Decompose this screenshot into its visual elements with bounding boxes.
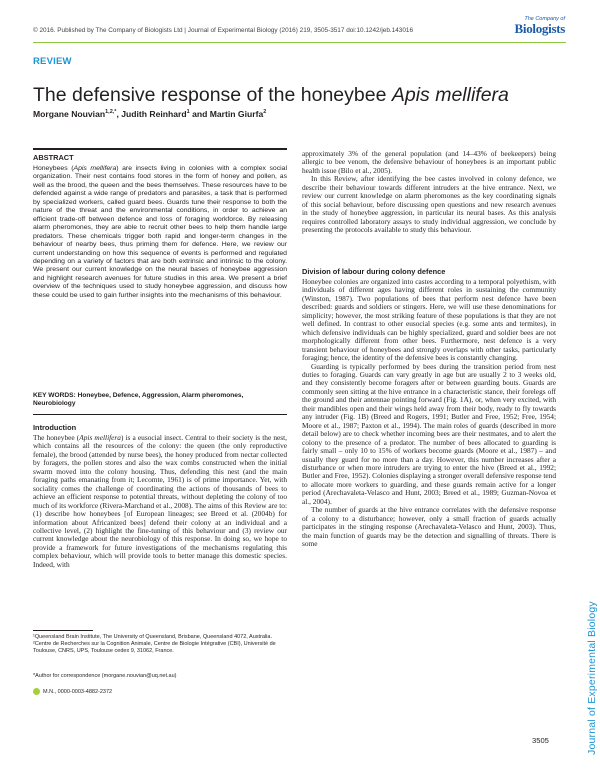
- keywords-rule: [33, 414, 287, 415]
- abstract-species: Apis mellifera: [73, 165, 117, 172]
- author-giurfa-affil: 2: [263, 109, 267, 116]
- abstract-text-b: ) are insects living in colonies with a complex social organization. Their nest contains food stores in the form of honey and pollen, as well as the brood, the queen and the bees themselves. These resources have to be defended against a wide range of predators and parasites, a task that is performed by specialized workers, called guard bees. Guards tune their response to both the nature of the threat and the environmental conditions, in order to achieve an efficient trade-off between defence and loss of foraging workforce. By releasing alarm pheromones, they are able to recruit other bees to help them handle large predators. These chemicals trigger both rapid and longer-term changes in the behaviour of nearby bees, thus priming them for defence. Here, we review our current understanding on how this sequence of events is performed and regulated depending on a variety of factors that are both extrinsic and intrinsic to the colony. We present our current knowledge on the neural bases of honeybee aggression and highlight research avenues for future studies in this area. We present a brief overview of the techniques used to study honeybee aggression, and discuss how these could be used to gain further insights into the mechanisms of this behaviour.: [33, 165, 287, 299]
- intro-text: [33, 434, 287, 569]
- right-column-top: [302, 150, 556, 235]
- abstract-text-a: Honeybees (: [33, 165, 74, 172]
- intro-species: Apis mellifera: [79, 433, 121, 442]
- author-reinhard-affil: 1: [186, 109, 190, 116]
- corresponding-marker: *: [114, 109, 117, 116]
- title-species: Apis mellifera: [391, 84, 509, 106]
- right-column-body: [302, 278, 556, 549]
- division-heading: Division of labour during colony defence: [302, 267, 446, 276]
- abstract-heading: ABSTRACT: [33, 153, 74, 162]
- intro-heading: Introduction: [33, 423, 77, 432]
- correspondence: *Author for correspondence (morgane.nouvian@uq.net.au): [33, 673, 177, 679]
- citation-line: © 2016. Published by The Company of Biologists Ltd | Journal of Experimental Biology (2016) 219, 3505-3517 doi:10.1242/jeb.143016: [33, 27, 413, 34]
- author-reinhard: , Judith Reinhard: [116, 109, 187, 119]
- affiliations: ¹Queensland Brain Institute, The University of Queensland, Brisbane, Queensland 4072, Australia. ²Centre de Recherches sur la Cognition Animale, Centre de Biologie Intégrative (CBI), Université de Toulouse, CNRS, UPS, Toulouse cedex 9, 31062, France.: [33, 634, 276, 655]
- orcid-line: [33, 688, 112, 695]
- article-type-label: REVIEW: [33, 56, 72, 67]
- logo-small-text: The Company of: [524, 16, 565, 22]
- intro-text-b: ) is a eusocial insect. Central to their society is the nest, which contains all the resources of the colony: the queen (the only reproductive female), the brood (attended by nurse bees), the honey produced from nectar collected by foragers, the pollen stores and also the wax combs constructed when the initial swarm moved into the colony housing. Thus, defending this nest (and the main foraging paths emanating from it; Lecomte, 1961) is of prime importance. Yet, with sociality comes the challenge of coordinating the actions of thousands of bees to achieve an efficient response to potential threats, without depleting the colony of too much of its workforce (Rivera-Marchand et al., 2008). The aims of this Review are to: (1) describe how honeybees [of European lineages; see Breed et al. (2004b) for information about Africanized bees] defend their colony at an individual and a collective level, (2) highlight the fine-tuning of this behaviour and (3) review our current knowledge about the neurobiology of this response. In doing so, we hope to provide a framework for future investigations of the mechanisms regulating this complex behaviour, which will provide tools to better manage this domestic species. Indeed, with: [33, 433, 288, 569]
- guarding-paragraph: Guarding is typically performed by bees during the transition period from nest duties to foraging. Guards can vary greatly in age but are usually 2 to 3 weeks old, and they consistently become foragers after or between guarding bouts. Guards are commonly seen sitting at the hive entrance in a characteristic stance, their forelegs off the ground and their antennae pointing forward (Fig. 1A), or, when very excited, with their mandibles open and their wings held away from their body, ready to fly towards any intruder (Fig. 1B) (Breed and Rogers, 1991; Butler and Free, 1952; Free, 1954; Moore et al., 1987; Paxton et al., 1994). The main roles of guards (described in more detail below) are to check whether incoming bees are their nestmates, and to alert the colony to the presence of a predator. The number of bees allocated to guarding is fairly small – only 10 to 15% of workers become guards (Moore et al., 1987) – and usually they guard for no more than a day. However, this number increases after a disturbance or when more intruders are trying to enter the hive (Breed et al., 1992; Butler and Free, 1952). Colonies displaying a stronger overall defensive response tend to allocate more workers to guarding, and these guards remain active for a longer period (Arechavaleta-Velasco and Hunt, 2003; Breed et al., 1989; Guzman-Novoa et al., 2004).: [302, 361, 556, 506]
- page-header: [0, 0, 600, 46]
- author-giurfa: and Martin Giurfa: [189, 109, 264, 119]
- orcid-id[interactable]: M.N., 0000-0003-4882-2372: [43, 688, 113, 695]
- page-number: 3505: [532, 736, 549, 745]
- title-main: The defensive response of the honeybee: [33, 84, 392, 106]
- publisher-logo: [499, 16, 565, 38]
- abstract-top-rule: [33, 148, 287, 150]
- journal-sidebar-label: Journal of Experimental Biology: [586, 601, 598, 755]
- author-list: [33, 109, 266, 119]
- review-outline-paragraph: In this Review, after identifying the bee castes involved in colony defence, we describe their behaviour towards different intruders at the hive entrance. Next, we review our current knowledge on alarm pheromones as the key coordinating signals of this social behaviour, before discussing open questions and new research avenues in the study of honeybee aggression, in particular its neural bases. As this analysis requires controlled laboratory assays to study individual aggression, we conclude by presenting the protocols available to study this behaviour.: [302, 174, 556, 235]
- author-nouvian-affil: 1,2,: [105, 109, 115, 116]
- division-paragraph: Honeybee colonies are organized into castes according to a temporal polyethism, with individuals of different ages having different roles in sustaining the community (Winston, 1987). Two populations of bees that perform nest defence have been described: guards and soldiers or stingers. Here, we will use these denominations for simplicity; however, the most striking feature of these populations is that they are not well defined. In contrast to other eusocial species (e.g. some ants and termites), in which defensive individuals can be highly specialized, guard and soldier bees are not morphologically different from other bees. Furthermore, nest defence is a very transient behaviour of honeybees and strongly overlaps with other tasks, particularly foraging; hence, the identity of the defensive bees is constantly changing.: [302, 277, 556, 363]
- keywords: KEY WORDS: Honeybee, Defence, Aggression, Alarm pheromones, Neurobiology: [33, 392, 244, 408]
- abstract-text: [33, 165, 287, 300]
- footnote-rule: [33, 630, 93, 631]
- header-divider: [33, 42, 566, 43]
- intro-paragraph: [33, 434, 287, 569]
- guard-number-paragraph: The number of guards at the hive entrance correlates with the defensive response of a colony to a disturbance; however, only a small fraction of guards actually participates in the stinging response (Arechavaleta-Velasco and Hunt, 2003). Thus, the main function of guards may be the detection and signalling of threats. There is some: [302, 505, 556, 549]
- logo-big-text: Biologists: [514, 21, 565, 36]
- author-nouvian: Morgane Nouvian: [33, 109, 106, 119]
- article-title: [33, 84, 509, 107]
- continuation-paragraph: approximately 3% of the general population (and 14–43% of beekeepers) being allergic to bee venom, the defensive behaviour of honeybees is an important public health issue (Bilo et al., 2005).: [302, 149, 556, 175]
- intro-text-a: The honeybee (: [33, 433, 80, 442]
- orcid-icon: [33, 688, 40, 695]
